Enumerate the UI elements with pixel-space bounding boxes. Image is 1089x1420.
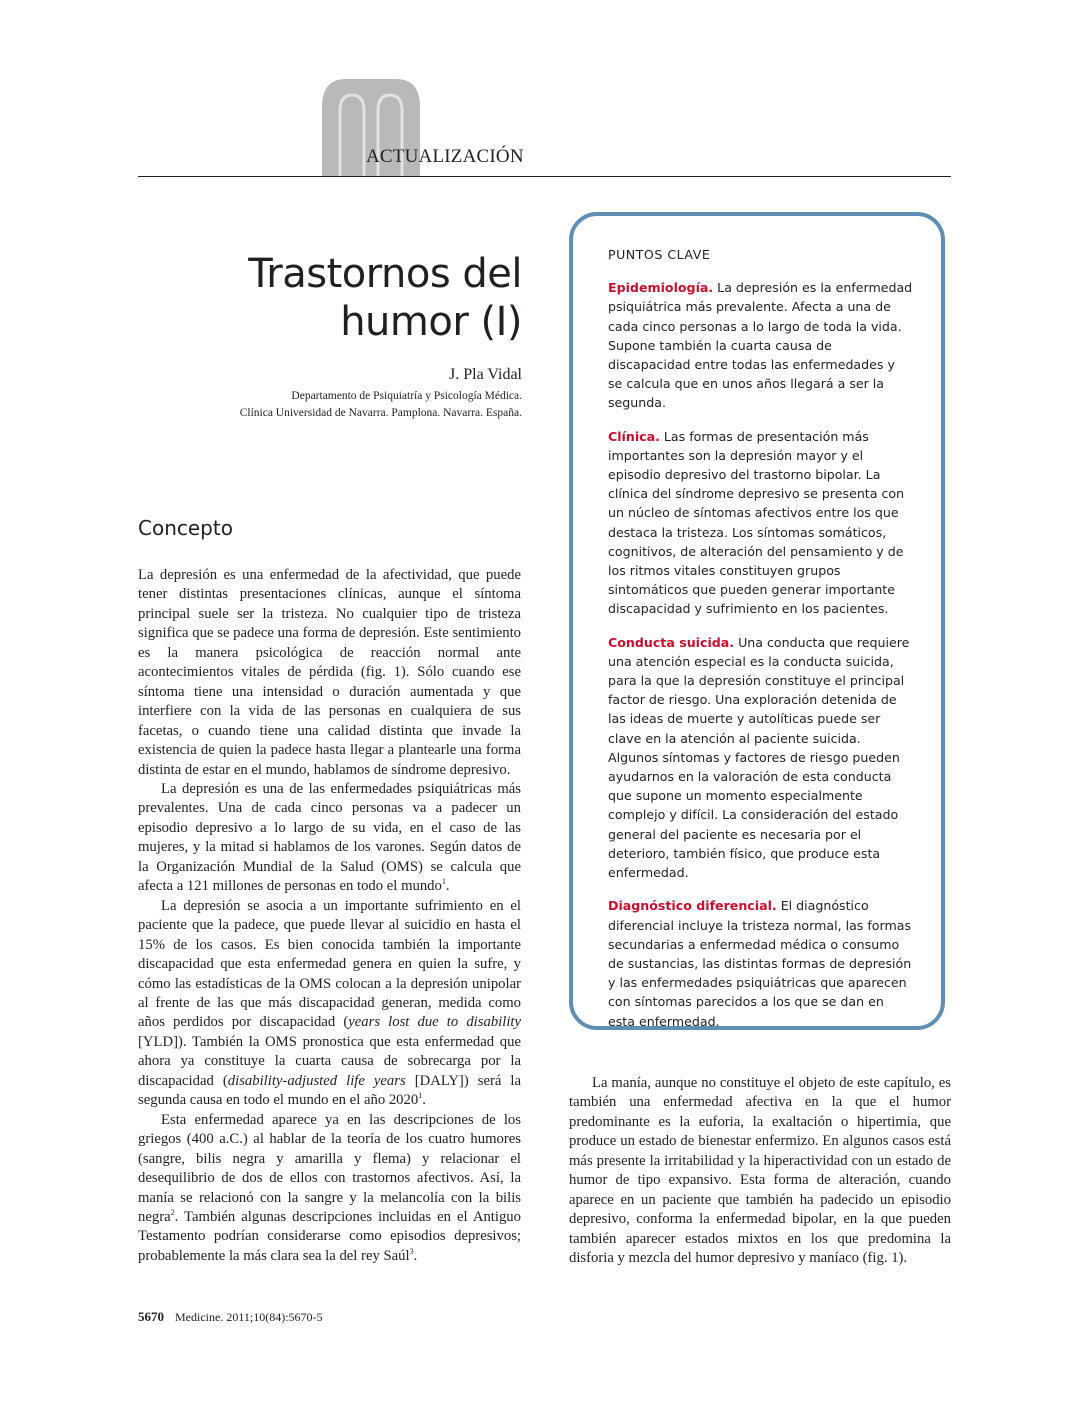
- english-term: years lost due to disability: [348, 1014, 521, 1031]
- header-rule: [138, 176, 951, 177]
- page-number: 5670: [138, 1309, 164, 1324]
- key-point-term: Clínica.: [608, 428, 660, 444]
- key-point: [608, 896, 913, 1030]
- footer: [138, 1309, 323, 1325]
- reference: 3: [409, 1246, 414, 1256]
- article-title: [102, 250, 522, 346]
- left-column: [138, 566, 521, 1266]
- key-point-text: El diagnóstico diferencial incluye la tristeza normal, las formas secundarias a enfermedad médica o consumo de sustancias, las distintas formas de depresión y las enfermedades psiquiátricas que aparecen con síntomas parecidos a los que se dan en esta enfermedad.: [608, 898, 912, 1029]
- affiliation: [240, 388, 522, 422]
- title-line-1: Trastornos del: [248, 251, 522, 297]
- key-point-term: Diagnóstico diferencial.: [608, 898, 777, 914]
- key-point-text: Las formas de presentación más importantes son la depresión mayor y el episodio depresivo del trastorno bipolar. La clínica del síndrome depresivo se presenta con un núcleo de síntomas afectivos entre los que destaca la tristeza. Los síntomas somáticos, cognitivos, de alteración del pensamiento y de los ritmos vitales constituyen grupos sintomáticos que pueden generar importante discapacidad y sufrimiento en los pacientes.: [608, 428, 905, 617]
- title-line-2: humor (I): [340, 299, 522, 345]
- affiliation-line-2: Clínica Universidad de Navarra. Pamplona. Navarra. España.: [239, 407, 522, 419]
- author: J. Pla Vidal: [449, 366, 522, 383]
- citation: Medicine. 2011;10(84):5670-5: [175, 1310, 323, 1324]
- reference: 1: [418, 1091, 423, 1101]
- reference: 1: [441, 877, 446, 887]
- key-point-term: Epidemiología.: [608, 280, 714, 296]
- key-point: [608, 633, 913, 883]
- key-points-content: [608, 245, 913, 1045]
- reference: 2: [170, 1208, 175, 1218]
- english-term: disability-adjusted life years: [227, 1072, 406, 1089]
- paragraph: La depresión se asocia a un importante sufrimiento en el paciente que la padece, que puede llevar al suicidio en hasta el 15% de los casos. Es bien conocida también la importante discapacidad que esta enfermedad genera en quien la sufre, y cómo las estadísticas de la OMS colocan a la depresión unipolar al frente de las que más discapacidad generan, medida como años perdidos por discapacidad (years lost due to disability [YLD]). También la OMS pronostica que esta enfermedad que ahora ya constituye la cuarta causa de sobrecarga por la discapacidad (disability-adjusted life years [DALY]) será la segunda causa en todo el mundo en el año 2020$^1$.: [138, 897, 521, 1109]
- section-label: ACTUALIZACIÓN: [366, 146, 524, 167]
- right-column: [569, 1074, 951, 1269]
- section-heading: Concepto: [138, 516, 233, 540]
- key-point: [608, 427, 913, 619]
- key-point-term: Conducta suicida.: [608, 634, 735, 650]
- key-point-text: La depresión es la enfermedad psiquiátrica más prevalente. Afecta a una de cada cinco personas a lo largo de toda la vida. Supone también la cuarta causa de discapacidad entre todas las enfermedades y se calcula que en unos años llegará a ser la segunda.: [608, 280, 913, 411]
- affiliation-line-1: Departamento de Psiquiatría y Psicología Médica.: [291, 390, 522, 402]
- key-point-text: Una conducta que requiere una atención especial es la conducta suicida, para la que la depresión constituye el principal factor de riesgo. Una exploración detenida de las ideas de muerte y autolíticas puede ser clave en la atención al paciente suicida. Algunos síntomas y factores de riesgo pueden ayudarnos en la valoración de esta conducta que supone un momento especialmente complejo y difícil. La consideración del estado general del paciente es necesaria por el deterioro, también físico, que produce esta enfermedad.: [608, 634, 910, 881]
- paragraph: Esta enfermedad aparece ya en las descripciones de los griegos (400 a.C.) al hablar de la teoría de los cuatro humores (sangre, bilis negra y amarilla y flema) y relacionar el desequilibrio de dos de ellos con trastornos afectivos. Así, la manía se relacionó con la sangre y la melancolía con la bilis negra$^2$. También algunas descripciones incluidas en el Antiguo Testamento podrían considerarse como episodios depresivos; probablemente la más clara sea la del rey Saúl$^3$.: [138, 1111, 521, 1264]
- paragraph: La manía, aunque no constituye el objeto de este capítulo, es también una enfermedad afectiva en la que el humor predominante es la euforia, la exaltación o hipertimia, que produce un estado de bienestar enfermizo. En algunos casos está más presente la irritabilidad y la hiperactividad con un estado de humor de tipo expansivo. Esta forma de alteración, cuando aparece en un paciente que también ha padecido un episodio depresivo, conforma la enfermedad bipolar, en la que pueden también aparecer estados mixtos en los que predomina la disforia y mezcla del humor depresivo y maníaco (fig. 1).: [569, 1075, 951, 1267]
- paragraph: La depresión es una enfermedad de la afectividad, que puede tener distintas presentaciones clínicas, aunque el síntoma principal suele ser la tristeza. No cualquier tipo de tristeza significa que se padece una forma de depresión. Este sentimiento es la manera psicológica de reacción normal ante acontecimientos vitales de pérdida (fig. 1). Sólo cuando ese síntoma tiene una intensidad o duración aumentada y que interfiere con la vida de las personas en cualquiera de sus facetas, o cuando tiene una calidad distinta que invade la existencia de quien la padece hasta llegar a plantearle una forma distinta de estar en el mundo, hablamos de síndrome depresivo.: [138, 567, 521, 778]
- key-point: [608, 278, 913, 412]
- paragraph: La depresión es una de las enfermedades psiquiátricas más prevalentes. Una de cada cinco personas va a padecer un episodio depresivo a lo largo de su vida, en el caso de las mujeres, y la mitad si hablamos de los varones. Según datos de la Organización Mundial de la Salud (OMS) se calcula que afecta a 121 millones de personas en todo el mundo$^1$.: [138, 780, 521, 895]
- key-points-heading: PUNTOS CLAVE: [608, 247, 711, 262]
